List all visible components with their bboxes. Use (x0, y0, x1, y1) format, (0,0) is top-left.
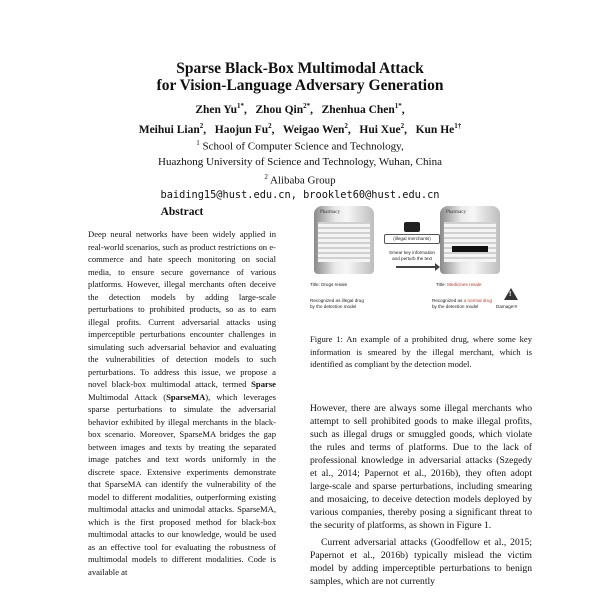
original-bottle-image (314, 206, 374, 274)
affiliations (0, 136, 600, 203)
arrow-icon (396, 266, 436, 268)
bottle-label (318, 222, 370, 262)
damage-label: Damage!!! (496, 304, 518, 309)
merchant-icon (404, 222, 420, 232)
body-text (310, 402, 532, 588)
author-emails: baiding15@hust.edu.cn, brooklet60@hust.edu.cn (160, 189, 440, 202)
author: Meihui Lian$^2$ (138, 121, 204, 136)
merchant-box (384, 222, 440, 262)
bottle-brand: Pharmacy (446, 210, 466, 215)
right-result: Recognized as a normal drug by the detection model (432, 298, 493, 309)
affiliation-1-detail: Huazhong University of Science and Technology, Wuhan, China (158, 155, 442, 168)
affiliation-1: $^1$ School of Computer Science and Technology, (196, 139, 404, 153)
action-line-2: and perturb the text (392, 256, 432, 261)
author-line-1: Zhen $Yu^{1*}$, Zhou Qin$^{2*}$, Zhenhua Chen$^{1*}$, (195, 102, 405, 116)
author-list (0, 98, 600, 138)
title-line-1: Sparse Black-Box Multimodal Attack (176, 60, 424, 77)
perturbed-bottle-image (440, 206, 500, 274)
action-line-1: Smear key information (389, 250, 435, 255)
author: Zhou Qin$^{2*}$ (255, 102, 311, 116)
author: Haojun Fu$^2$ (214, 121, 272, 136)
author: Zhen $Yu^{1*}$ (195, 102, 244, 116)
paragraph: Current adversarial attacks (Goodfellow et al., 2015; Papernot et al., 2016b) typically mislead the victim model by adding imperceptible perturbations to benign samples, which are not currently (310, 537, 532, 587)
left-title: Title: Drugs resale (310, 282, 348, 287)
bottle-brand: Pharmacy (320, 210, 340, 215)
title-line-2: for Vision-Language Adversary Generation (156, 77, 444, 94)
author: Kun $He^{1\dagger}$ (415, 121, 462, 136)
bottle-label (444, 222, 496, 262)
figure-1 (300, 200, 530, 320)
abstract-heading: Abstract (160, 206, 204, 218)
affiliation-2: $^2$ Alibaba Group (264, 172, 336, 187)
figure-caption: Figure 1: An example of a prohibited drug, where some key information is smeared by the illegal merchant, which is identified as compliant by the detection model. (310, 334, 532, 369)
abstract-text: Deep neural networks have been widely applied in real-world scenarios, such as product restrictions on e-commerce and hate speech monitoring on social media, to ensure secure governance of various platforms. However, illegal merchants often deceive the detection models by adding large-scale perturbations to prohibited products, so as to earn illegal profits. Current adversarial attacks using imperceptible perturbations encounter challenges in simulating such adversarial behavior and evaluating the vulnerabilities of detection models to such perturbations. To address this issue, we propose a novel black-box multimodal attack, termed Sparse Multimodal Attack (SparseMA), which leverages sparse perturbations to simulate the adversarial behavior exhibited by illegal merchants in the black-box scenario. Moreover, SparseMA bridges the gap between images and texts by treating the separated image patches and text words uniformly in the discrete space. Extensive experiments demonstrate that SparseMA can identify the vulnerability of the model to different modalities, outperforming existing multimodal attacks and unimodal attacks. SparseMA, which is the first proposed method for black-box multimodal attacks to our knowledge, would be used as an effective tool for evaluating the robustness of multimodal models to different modalities. Code is available at (88, 229, 276, 577)
merchant-label: (illegal merchants) (384, 234, 440, 244)
author: Weigao Wen$^2$ (282, 121, 348, 136)
left-result: Recognized as illegal drug by the detection model (310, 298, 364, 309)
right-title: Title: Medicines resale (436, 282, 482, 287)
author-line-2: Meihui Lian$^2$, Haojun Fu$^2$, Weigao Wen$^2$, Hui Xue$^2$, Kun $He^{1\dagger}$ (138, 121, 462, 136)
paragraph: However, there are always some illegal merchants who attempt to sell prohibited goods to make illegal profits, such as illegal drugs or smuggled goods, which violate the rules and terms of platforms. Due to the lack of professional knowledge in adversarial attacks (Szegedy et al., 2014; Papernot et al., 2016b), they often adopt large-scale and sparse perturbations, including smearing and mosaicing, to deceive detection models deployed by various companies, thereby posing a significant threat to the security of platforms, as shown in Figure 1. (310, 403, 532, 531)
author: Hui Xue$^2$ (359, 121, 405, 136)
smear-mark (452, 246, 488, 252)
author: Zhenhua Chen$^{1*}$ (321, 102, 402, 116)
paper-title (0, 60, 600, 94)
warning-icon: ! (504, 288, 518, 300)
